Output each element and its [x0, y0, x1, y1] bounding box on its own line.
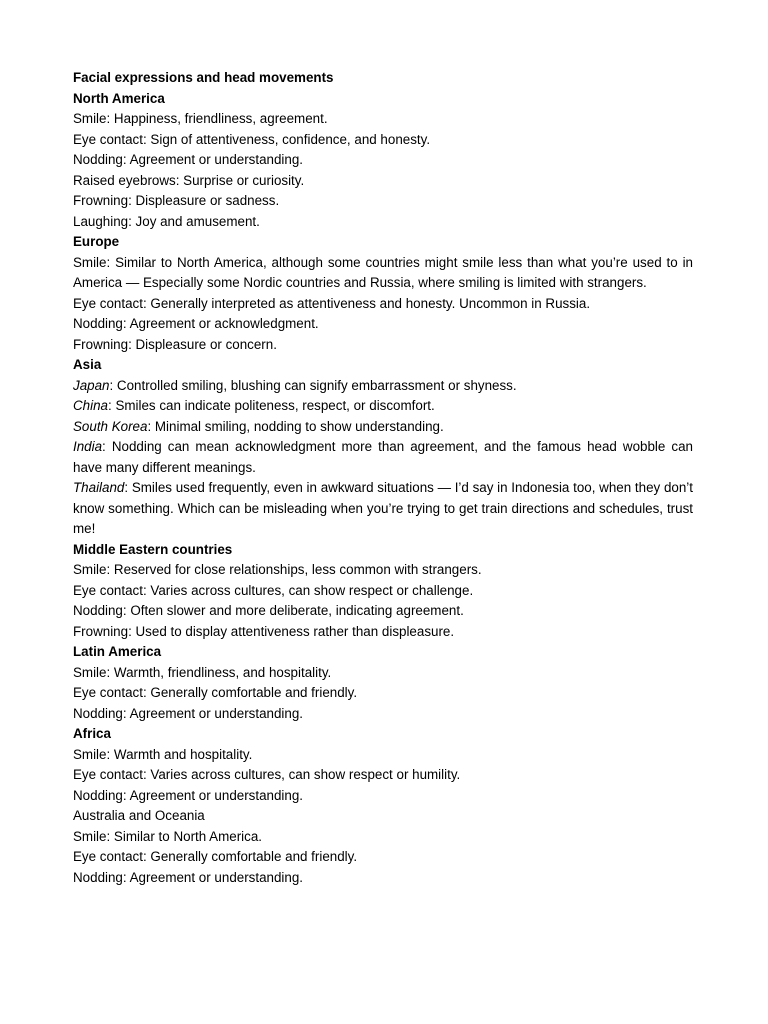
section-heading: Middle Eastern countries [73, 541, 233, 557]
text-line: Eye contact: Varies across cultures, can show respect or challenge. [73, 582, 474, 598]
text-line: Eye contact: Varies across cultures, can show respect or humility. [73, 767, 461, 782]
text-line: Smile: Warmth and hospitality. [73, 746, 253, 762]
text-paragraph [73, 478, 693, 540]
text-line: Nodding: Agreement or understanding. [73, 869, 304, 885]
text-line [73, 376, 693, 397]
text-line: Smile: Reserved for close relationships, less common with strangers. [73, 562, 482, 577]
text-line: Frowning: Displeasure or sadness. [73, 193, 280, 208]
text-line [73, 417, 693, 438]
section-heading: North America [73, 90, 165, 106]
section-north-america [73, 89, 693, 233]
text-line: Eye contact: Generally interpreted as attentiveness and honesty. Uncommon in Russia. [73, 295, 591, 311]
country-name: China [73, 398, 108, 413]
text-line: Laughing: Joy and amusement. [73, 213, 260, 229]
text-line: Nodding: Agreement or acknowledgment. [73, 316, 319, 331]
country-description: : Controlled smiling, blushing can signify embarrassment or shyness. [109, 377, 517, 393]
section-asia [73, 355, 693, 540]
section-oceania [73, 806, 693, 888]
section-latin-america [73, 642, 693, 724]
section-heading: Europe [73, 234, 120, 249]
country-name: Thailand [73, 480, 125, 495]
text-line: Raised eyebrows: Surprise or curiosity. [73, 172, 305, 188]
section-heading: Australia and Oceania [73, 808, 205, 823]
section-africa [73, 724, 693, 806]
text-line: Eye contact: Sign of attentiveness, confidence, and honesty. [73, 131, 431, 147]
country-name: Japan [73, 377, 110, 393]
text-line: Nodding: Agreement or understanding. [73, 152, 304, 167]
document-page [73, 68, 693, 888]
section-heading: Asia [73, 357, 102, 372]
country-name: India [73, 439, 103, 454]
section-heading: Latin America [73, 644, 162, 659]
text-paragraph: Smile: Similar to North America, although some countries might smile less than what you’re used to in America — Especially some Nordic countries and Russia, where smiling is limited with strangers. [73, 254, 693, 290]
country-description: : Smiles used frequently, even in awkward situations — I’d say in Indonesia too, when they don’t know something. Which can be misleading when you’re trying to get train directions and schedules, trust me! [73, 480, 693, 536]
text-line: Smile: Similar to North America. [73, 828, 263, 844]
text-line: Frowning: Displeasure or concern. [73, 336, 277, 352]
text-line: Nodding: Agreement or understanding. [73, 705, 304, 721]
text-line: Frowning: Used to display attentiveness rather than displeasure. [73, 623, 455, 639]
text-line: Eye contact: Generally comfortable and friendly. [73, 849, 358, 864]
text-paragraph [73, 437, 693, 478]
document-title: Facial expressions and head movements [73, 70, 334, 85]
text-line: Nodding: Agreement or understanding. [73, 787, 304, 803]
text-line: Smile: Happiness, friendliness, agreement. [73, 111, 328, 126]
country-description: : Smiles can indicate politeness, respect, or discomfort. [108, 398, 435, 413]
section-europe [73, 232, 693, 355]
country-name: South Korea [73, 418, 148, 434]
section-heading: Africa [73, 726, 111, 741]
country-description: : Nodding can mean acknowledgment more than agreement, and the famous head wobble can have many different meanings. [73, 439, 693, 475]
text-line [73, 396, 693, 417]
text-line: Nodding: Often slower and more deliberate, indicating agreement. [73, 603, 464, 618]
country-description: : Minimal smiling, nodding to show understanding. [147, 418, 444, 434]
section-middle-east [73, 540, 693, 643]
text-line: Smile: Warmth, friendliness, and hospitality. [73, 664, 332, 680]
text-line: Eye contact: Generally comfortable and friendly. [73, 685, 358, 700]
